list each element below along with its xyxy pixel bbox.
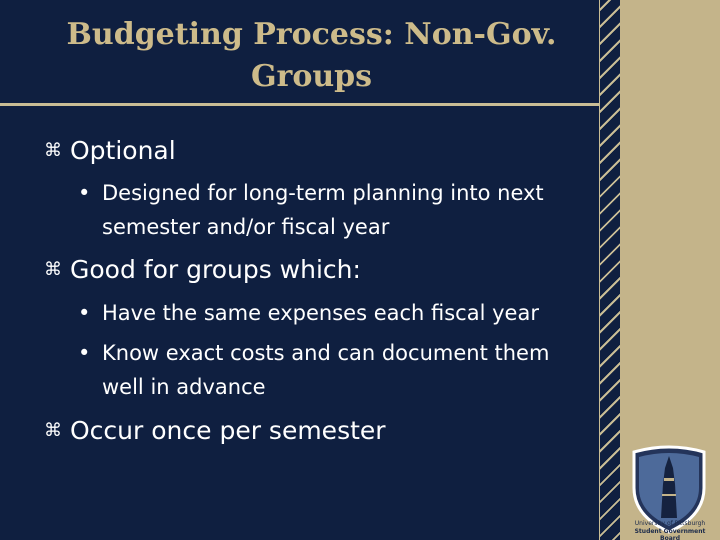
command-bullet-icon: ⌘ bbox=[44, 140, 62, 161]
bullet-text: Optional bbox=[70, 136, 176, 165]
bullet-text: Good for groups which: bbox=[70, 255, 361, 284]
sub-bullet-line: Know exact costs and can document them bbox=[102, 341, 550, 365]
sub-bullet-designed bbox=[78, 176, 588, 244]
bullet-occur-once bbox=[44, 416, 386, 446]
decorative-band bbox=[599, 0, 621, 540]
bullet-optional bbox=[44, 136, 176, 166]
sub-bullet-line: Have the same expenses each fiscal year bbox=[102, 301, 539, 325]
title-divider bbox=[0, 103, 600, 106]
dot-bullet-icon: • bbox=[78, 181, 91, 205]
logo-caption-line-2: Student Government Board bbox=[634, 528, 706, 540]
bullet-text: Occur once per semester bbox=[70, 416, 386, 445]
sub-bullet-line: Designed for long-term planning into next bbox=[102, 181, 544, 205]
logo-caption-line-1: University of Pittsburgh bbox=[634, 520, 706, 527]
dot-bullet-icon: • bbox=[78, 341, 91, 365]
command-bullet-icon: ⌘ bbox=[44, 259, 62, 280]
sub-bullet-line: semester and/or fiscal year bbox=[102, 215, 390, 239]
title-line-1: Budgeting Process: Non-Gov. bbox=[66, 17, 557, 52]
title-line-2: Groups bbox=[250, 59, 373, 94]
command-bullet-icon: ⌘ bbox=[44, 420, 62, 441]
bullet-good-for-groups bbox=[44, 255, 361, 285]
slide-title bbox=[24, 14, 599, 98]
sub-bullet-same-expenses bbox=[78, 296, 588, 330]
sub-bullet-exact-costs bbox=[78, 336, 588, 404]
sub-bullet-line: well in advance bbox=[102, 375, 266, 399]
dot-bullet-icon: • bbox=[78, 301, 91, 325]
